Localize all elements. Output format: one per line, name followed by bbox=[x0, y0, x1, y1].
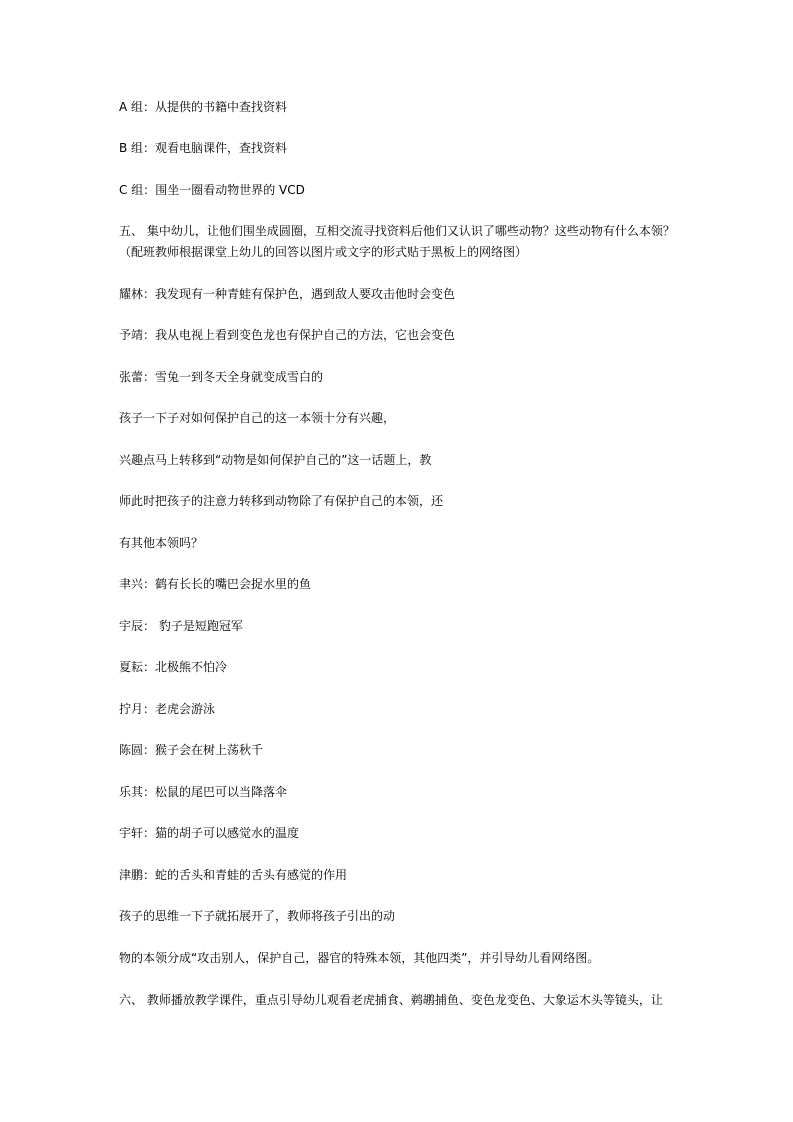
group-a-line: A 组：从提供的书籍中查找资料 bbox=[119, 100, 288, 114]
child-answer-line: 宇辰： 豹子是短跑冠军 bbox=[119, 619, 243, 633]
step-five-line: 五、 集中幼儿，让他们围坐成圆圈，互相交流寻找资料后他们又认识了哪些动物？这些动物有什么本领？ bbox=[119, 224, 675, 238]
child-answer-line: 乐其：松鼠的尾巴可以当降落伞 bbox=[119, 785, 288, 799]
group-c-line: C 组：围坐一圈看动物世界的 VCD bbox=[119, 183, 305, 197]
child-answer-line: 耀林：我发现有一种青蛙有保护色，遇到敌人要攻击他时会变色 bbox=[119, 287, 456, 301]
child-answer-line: 张蕾：雪兔一到冬天全身就变成雪白的 bbox=[119, 370, 324, 384]
child-answer-line: 拧月：老虎会游泳 bbox=[119, 702, 216, 716]
narrative-line: 有其他本领吗？ bbox=[119, 536, 204, 550]
child-answer-line: 陈圆：猴子会在树上荡秋千 bbox=[119, 743, 264, 757]
narrative-line: 兴趣点马上转移到“动物是如何保护自己的”这一话题上，教 bbox=[119, 453, 432, 467]
narrative-line: 物的本领分成“攻击别人，保护自己，器官的特殊本领，其他四类”，并引导幼儿看网络图。 bbox=[119, 951, 600, 965]
narrative-line: 孩子一下子对如何保护自己的这一本领十分有兴趣， bbox=[119, 411, 396, 425]
step-six-line: 六、 教师播放教学课件，重点引导幼儿观看老虎捕食、鹈鹕捕鱼、变色龙变色、大象运木头等镜头，让 bbox=[119, 993, 663, 1007]
child-answer-line: 津鹏：蛇的舌头和青蛙的舌头有感觉的作用 bbox=[119, 868, 348, 882]
narrative-line: 孩子的思维一下子就拓展开了，教师将孩子引出的动 bbox=[119, 909, 396, 923]
group-b-line: B 组：观看电脑课件，查找资料 bbox=[119, 141, 288, 155]
child-answer-line: 夏耘：北极熊不怕冷 bbox=[119, 660, 228, 674]
narrative-line: 师此时把孩子的注意力转移到动物除了有保护自己的本领，还 bbox=[119, 494, 444, 508]
child-answer-line: 予靖：我从电视上看到变色龙也有保护自己的方法，它也会变色 bbox=[119, 328, 456, 342]
child-answer-line: 宇轩：猫的胡子可以感觉水的温度 bbox=[119, 826, 300, 840]
child-answer-line: 聿兴：鹤有长长的嘴巴会捉水里的鱼 bbox=[119, 577, 312, 591]
step-five-note: （配班教师根据课堂上幼儿的回答以图片或文字的形式贴于黑板上的网络图） bbox=[119, 245, 528, 259]
